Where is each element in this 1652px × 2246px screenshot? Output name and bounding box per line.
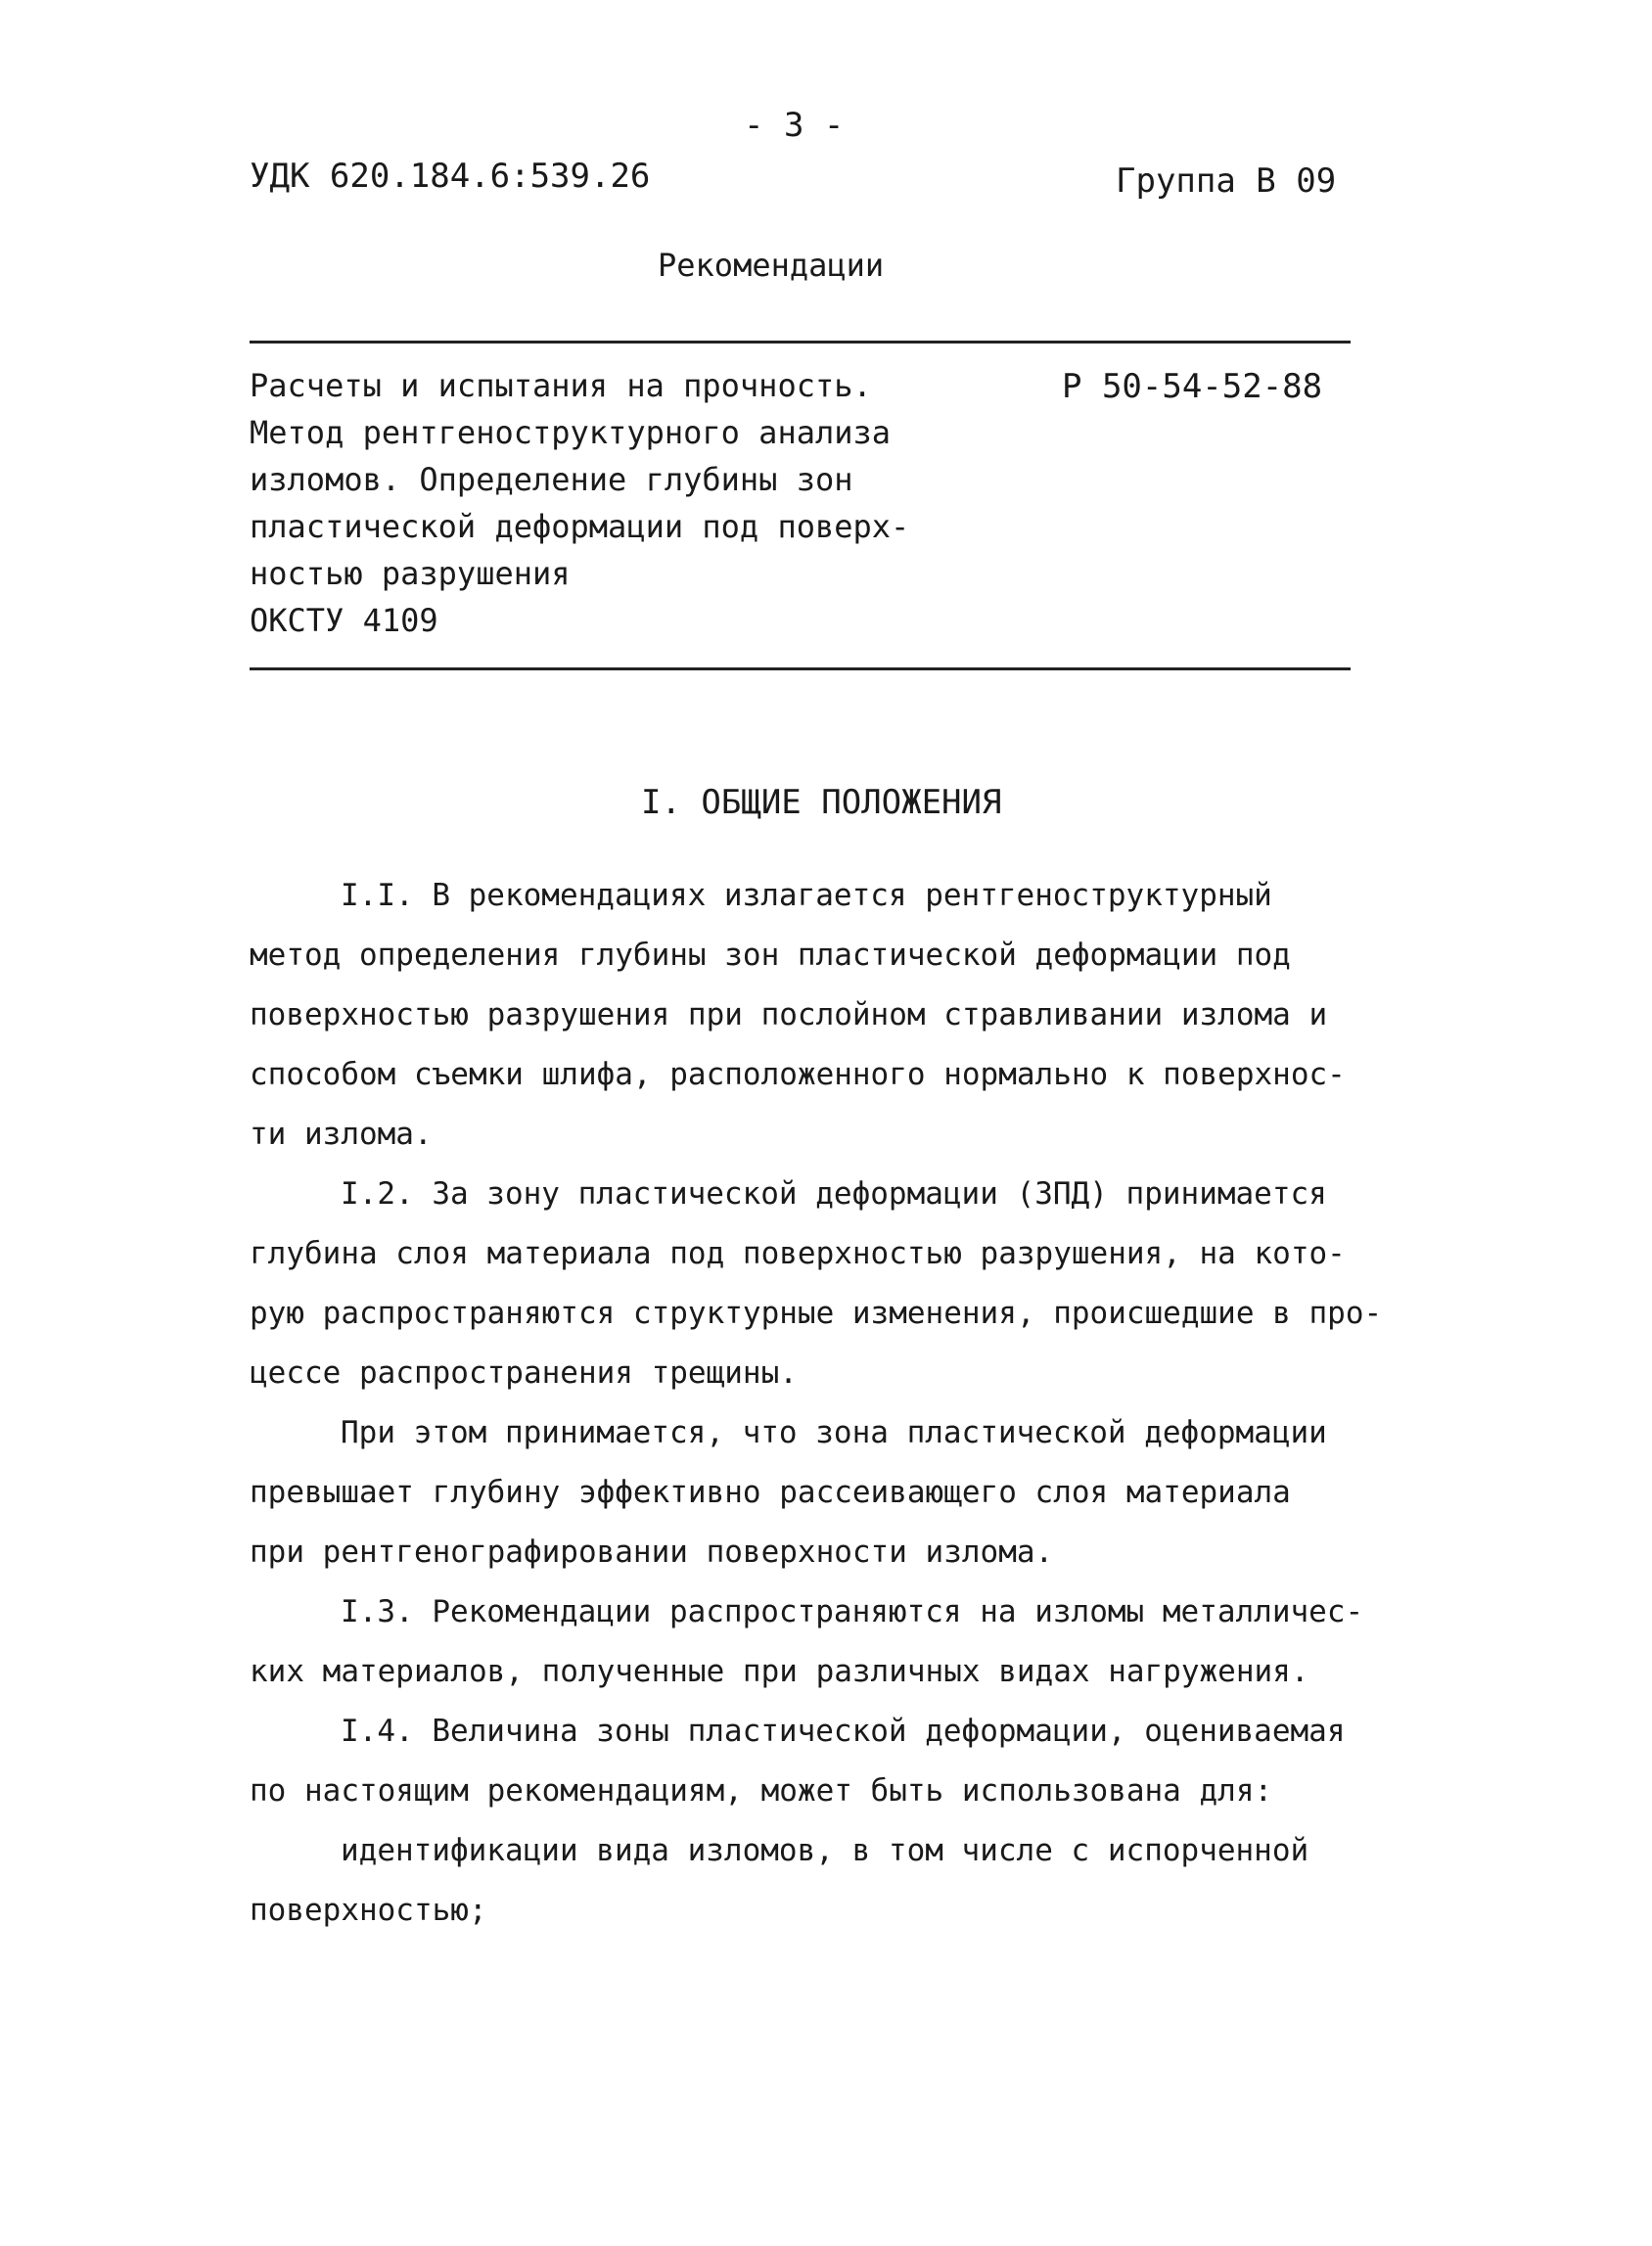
- body-line: При этом принимается, что зона пластической деформации: [341, 1415, 1327, 1450]
- document-designation: Р 50-54-52-88: [1062, 367, 1323, 406]
- body-line: по настоящим рекомендациям, может быть использована для:: [250, 1773, 1273, 1809]
- section-body: [250, 866, 1382, 1941]
- group-code: Группа В 09: [1116, 161, 1337, 201]
- body-line: I.3. Рекомендации распространяются на изломы металличес-: [341, 1594, 1364, 1629]
- body-line: глубина слоя материала под поверхностью разрушения, на кото-: [250, 1236, 1346, 1271]
- body-line: поверхностью разрушения при послойном стравливании излома и: [250, 997, 1328, 1032]
- title-line: пластической деформации под поверх-: [250, 508, 910, 545]
- body-line: поверхностью;: [250, 1893, 487, 1928]
- body-line: ких материалов, полученные при различных видах нагружения.: [250, 1654, 1309, 1689]
- body-line: способом съемки шлифа, расположенного нормально к поверхнос-: [250, 1057, 1346, 1092]
- body-line: ти излома.: [250, 1117, 433, 1152]
- body-line: I.2. За зону пластической деформации (ЗПД) принимается: [341, 1176, 1327, 1212]
- title-line: ностью разрушения: [250, 555, 571, 592]
- okstu-code: ОКСТУ 4109: [250, 602, 438, 639]
- body-line: I.I. В рекомендациях излагается рентгеноструктурный: [341, 878, 1272, 913]
- body-line: идентификации вида изломов, в том числе с испорченной: [341, 1833, 1309, 1868]
- title-line: изломов. Определение глубины зон: [250, 461, 853, 498]
- title-line: Расчеты и испытания на прочность.: [250, 367, 872, 404]
- document-type: Рекомендации: [658, 247, 885, 284]
- body-line: I.4. Величина зоны пластической деформации, оцениваемая: [341, 1714, 1346, 1749]
- body-line: превышает глубину эффективно рассеивающего слоя материала: [250, 1475, 1291, 1510]
- bottom-divider: [250, 667, 1351, 670]
- document-title: [250, 362, 909, 597]
- body-line: цессе распространения трещины.: [250, 1355, 798, 1391]
- body-line: при рентгенографировании поверхности излома.: [250, 1535, 1054, 1570]
- title-line: Метод рентгеноструктурного анализа: [250, 414, 892, 451]
- section-heading: I. ОБЩИЕ ПОЛОЖЕНИЯ: [641, 783, 1002, 822]
- udk-code: УДК 620.184.6:539.26: [250, 157, 651, 196]
- body-line: метод определения глубины зон пластической деформации под: [250, 938, 1291, 973]
- top-divider: [250, 341, 1351, 344]
- body-line: рую распространяются структурные изменения, происшедшие в про-: [250, 1296, 1383, 1331]
- page-number: - 3 -: [744, 106, 845, 145]
